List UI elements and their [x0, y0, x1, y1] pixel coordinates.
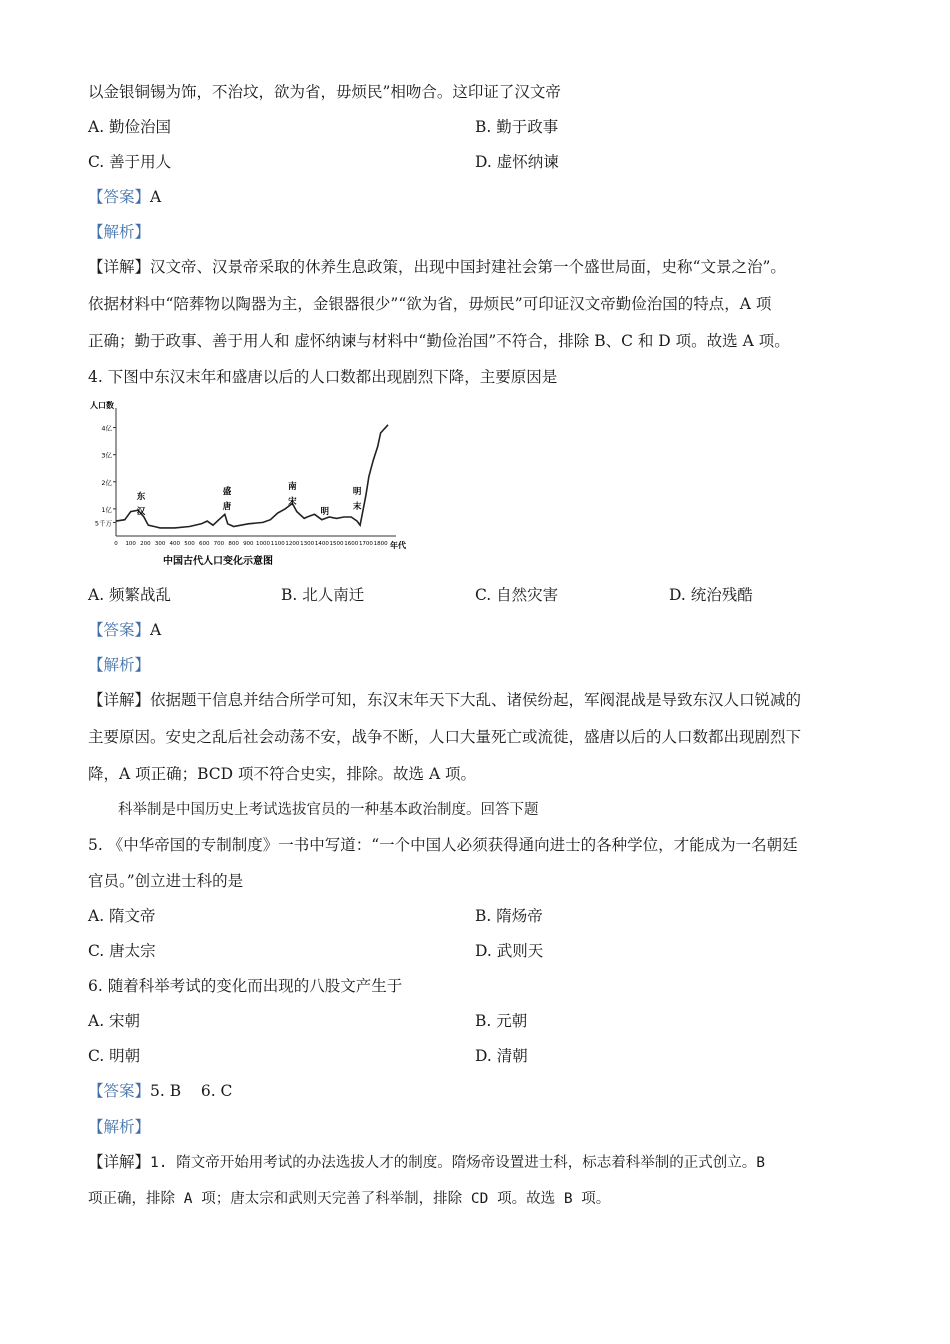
- q3-detail-line-3: 正确；勤于政事、善于用人和 虚怀纳谏与材料中“勤俭治国”不符合，排除 B、C 和 D 项。故选 A 项。: [88, 332, 790, 350]
- detail-tag: 【详解】: [88, 1153, 151, 1171]
- x-tick-label: 500: [184, 541, 195, 547]
- q4-analysis-tag: 【解析】: [88, 656, 151, 674]
- q6-option-c: C. 明朝: [88, 1047, 141, 1065]
- q3-answer: [88, 187, 161, 207]
- answer-tag: 【答案】: [88, 621, 151, 639]
- q4-detail-line-1: [88, 690, 801, 710]
- q5-option-d: D. 武则天: [475, 942, 544, 960]
- q3-option-b: B. 勤于政事: [475, 118, 559, 136]
- x-tick-label: 600: [198, 541, 210, 547]
- q56-analysis-tag: 【解析】: [88, 1118, 151, 1136]
- annotation-label: 盛: [222, 487, 232, 497]
- q4-option-d: D. 统治残酷: [669, 586, 753, 604]
- section-intro: 科举制是中国历史上考试选拔官员的一种基本政治制度。回答下题: [118, 802, 539, 818]
- q3-detail-line-1: [88, 257, 786, 277]
- detail-text: 依据题干信息并结合所学可知，东汉末年天下大乱、诸侯纷起，军阀混战是导致东汉人口锐减的: [150, 691, 802, 709]
- q6-option-b: B. 元朝: [475, 1012, 528, 1030]
- annotation-label: 唐: [222, 502, 232, 512]
- q5-option-a: A. 隋文帝: [88, 907, 156, 925]
- annotation-label: 末: [352, 502, 362, 512]
- chart-x-ticks: [114, 541, 388, 547]
- x-tick-label: 800: [228, 541, 239, 547]
- x-tick-label: 1800: [373, 541, 388, 547]
- q6-option-d: D. 清朝: [475, 1047, 528, 1065]
- q4-detail-line-3: 降，A 项正确；BCD 项不符合史实，排除。故选 A 项。: [88, 765, 477, 783]
- chart-title: 中国古代人口变化示意图: [163, 556, 273, 567]
- x-tick-label: 400: [169, 541, 181, 547]
- x-tick-label: 300: [154, 541, 166, 547]
- q4-option-b: B. 北人南迁: [281, 586, 365, 604]
- x-tick-label: 1500: [329, 541, 344, 547]
- x-tick-label: 0: [114, 541, 118, 547]
- q4-option-c: C. 自然灾害: [475, 586, 559, 604]
- q5-stem-line-1: 5. 《中华帝国的专制制度》一书中写道：“一个中国人必须获得通向进士的各种学位，才能成为一名朝廷: [88, 836, 798, 854]
- q3-option-c: C. 善于用人: [88, 153, 172, 171]
- q4-option-a: A. 频繁战乱: [88, 586, 172, 604]
- x-tick-label: 900: [243, 541, 254, 547]
- chart-y-ticks: [95, 424, 116, 528]
- answer-value: A: [150, 621, 162, 639]
- chart-y-label: 人口数: [90, 401, 114, 410]
- y-tick-label: 5千万: [94, 519, 112, 528]
- q5-option-c: C. 唐太宗: [88, 942, 156, 960]
- answer-tag: 【答案】: [88, 1082, 151, 1100]
- annotation-label: 明: [352, 487, 362, 497]
- chart-axes: [116, 408, 396, 536]
- x-tick-label: 700: [213, 541, 225, 547]
- annotation-label: 汉: [136, 507, 146, 517]
- x-tick-label: 1000: [256, 541, 271, 547]
- q3-stem-tail: 以金银铜锡为饰，不治坟，欲为省，毋烦民”相吻合。这印证了汉文帝: [88, 83, 561, 101]
- x-tick-label: 1100: [270, 541, 285, 547]
- q3-option-d: D. 虚怀纳谏: [475, 153, 559, 171]
- q4-answer: [88, 620, 161, 640]
- chart-x-label: 年代: [390, 541, 406, 550]
- answer-value: 5. B 6. C: [150, 1082, 233, 1100]
- q3-option-a: A. 勤俭治国: [88, 118, 172, 136]
- detail-text: 1. 隋文帝开始用考试的办法选拔人才的制度。隋炀帝设置进士科，标志着科举制的正式创立。B: [150, 1155, 765, 1171]
- annotation-label: 南: [288, 482, 297, 492]
- q6-option-a: A. 宋朝: [88, 1012, 141, 1030]
- y-tick-label: 4亿: [101, 424, 112, 433]
- answer-value: A: [150, 188, 162, 206]
- q3-analysis-tag: 【解析】: [88, 223, 151, 241]
- annotation-label: 明: [320, 507, 330, 517]
- q4-stem: 4. 下图中东汉末年和盛唐以后的人口数都出现剧烈下降，主要原因是: [88, 368, 558, 386]
- q4-detail-line-2: 主要原因。安史之乱后社会动荡不安，战争不断，人口大量死亡或流徙，盛唐以后的人口数都出现剧烈下: [88, 728, 802, 746]
- x-tick-label: 1700: [358, 541, 373, 547]
- y-tick-label: 2亿: [101, 478, 112, 487]
- q56-detail-line-2: 项正确，排除 A 项；唐太宗和武则天完善了科举制，排除 CD 项。故选 B 项。: [88, 1191, 611, 1207]
- q5-stem-line-2: 官员。”创立进士科的是: [88, 872, 244, 890]
- population-series-line: [116, 425, 388, 528]
- x-tick-label: 1400: [314, 541, 329, 547]
- x-tick-label: 1200: [285, 541, 300, 547]
- y-tick-label: 1亿: [101, 505, 112, 514]
- annotation-label: 宋: [288, 497, 297, 507]
- answer-tag: 【答案】: [88, 188, 151, 206]
- detail-text: 汉文帝、汉景帝采取的休养生息政策，出现中国封建社会第一个盛世局面，史称“文景之治”。: [150, 258, 786, 276]
- x-tick-label: 200: [140, 541, 151, 547]
- x-tick-label: 100: [125, 541, 136, 547]
- detail-tag: 【详解】: [88, 691, 151, 709]
- population-chart: [88, 396, 418, 571]
- q3-detail-line-2: 依据材料中“陪葬物以陶器为主，金银器很少”“欲为省，毋烦民”可印证汉文帝勤俭治国的特点，A 项: [88, 295, 772, 313]
- q56-answer: [88, 1081, 232, 1101]
- x-tick-label: 1600: [344, 541, 359, 547]
- q5-option-b: B. 隋炀帝: [475, 907, 543, 925]
- chart-annotations: [137, 481, 362, 517]
- x-tick-label: 1300: [300, 541, 315, 547]
- q6-stem: 6. 随着科举考试的变化而出现的八股文产生于: [88, 977, 403, 995]
- y-tick-label: 3亿: [101, 451, 112, 460]
- annotation-label: 东: [136, 492, 146, 502]
- detail-tag: 【详解】: [88, 258, 151, 276]
- q56-detail-line-1: [88, 1152, 765, 1173]
